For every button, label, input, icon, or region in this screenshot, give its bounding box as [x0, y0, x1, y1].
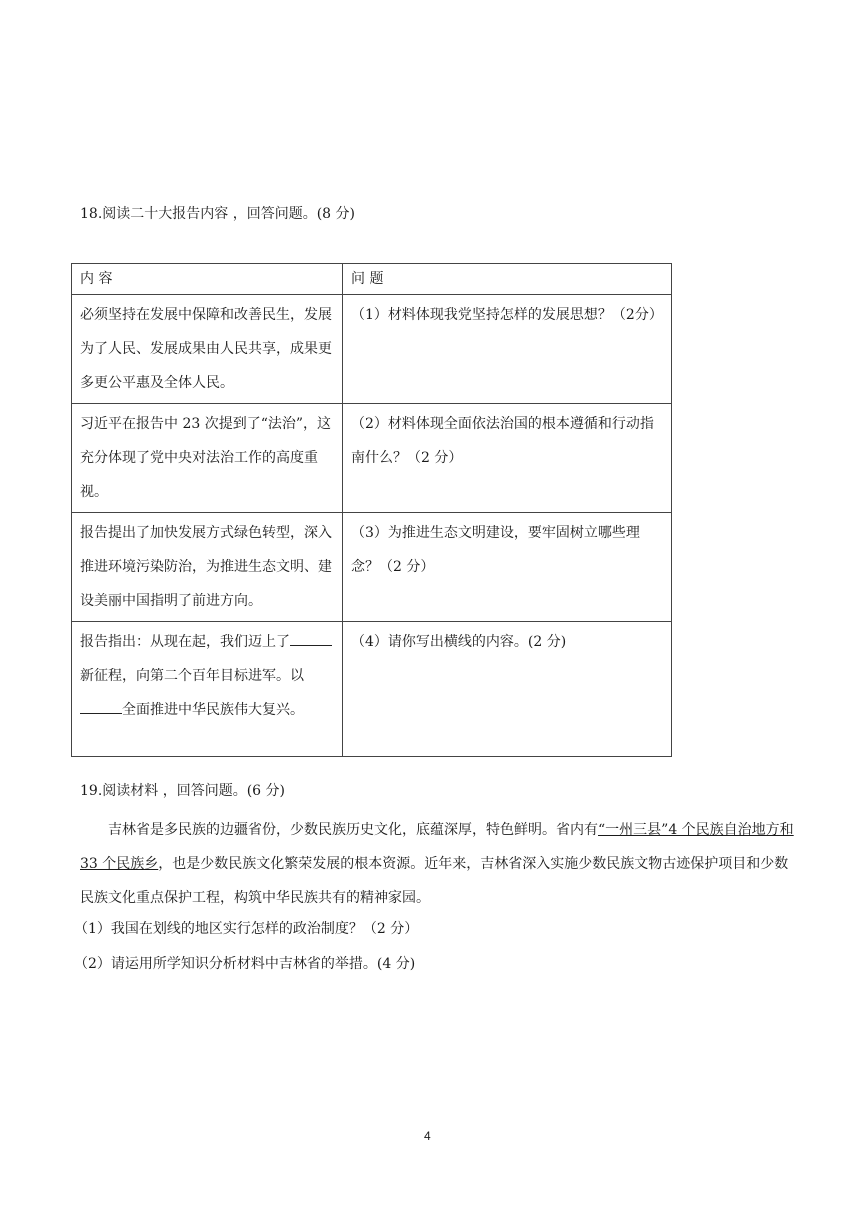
content-text-c: 全面推进中华民族伟大复兴。: [122, 702, 304, 718]
material-text: 吉林省是多民族的边疆省份，少数民族历史文化，底蕴深厚，特色鲜明。省内有: [108, 822, 598, 838]
row-content: 必须坚持在发展中保障和改善民生，发展为了人民、发展成果由人民共享，成果更多更公平惠及全体人民。: [72, 295, 343, 404]
row-question: （2）材料体现全面依法治国的根本遵循和行动指南什么？（2 分）: [343, 404, 672, 513]
content-text-b: 新征程，向第二个百年目标进军。以: [80, 668, 304, 684]
question-19-title: 19.阅读材料 ，回答问题。(6 分): [80, 783, 285, 799]
table-row: [72, 295, 672, 404]
table-header-row: [72, 264, 672, 295]
row-content: 习近平在报告中 23 次提到了“法治”，这充分体现了党中央对法治工作的高度重视。: [72, 404, 343, 513]
question-18-title: 18.阅读二十大报告内容 ，回答问题。(8 分): [80, 206, 355, 222]
question-19-sub-2: （2）请运用所学知识分析材料中吉林省的举措。(4 分): [74, 956, 416, 972]
content-text-a: 报告指出：从现在起，我们迈上了: [80, 634, 290, 650]
table-row: [72, 622, 672, 757]
underlined-text: “一州三县”4 个民族自治地方和 33 个民族乡: [80, 822, 794, 872]
fill-blank[interactable]: [80, 697, 122, 714]
page-number: 4: [424, 1129, 431, 1143]
header-question: 问 题: [343, 264, 672, 295]
row-question: （4）请你写出横线的内容。(2 分): [343, 622, 672, 757]
question-19-sub-1: （1）我国在划线的地区实行怎样的政治制度？（2 分）: [74, 921, 419, 937]
question-19-material: [80, 813, 800, 915]
header-content: 内 容: [72, 264, 343, 295]
fill-blank[interactable]: [290, 629, 332, 646]
table-row: [72, 513, 672, 622]
question-18-table: [71, 263, 672, 757]
row-content: 报告提出了加快发展方式绿色转型，深入推进环境污染防治，为推进生态文明、建设美丽中国指明了前进方向。: [72, 513, 343, 622]
row-question: （1）材料体现我党坚持怎样的发展思想？（2分）: [343, 295, 672, 404]
row-content-fill-blank: [72, 622, 343, 757]
row-question: （3）为推进生态文明建设，要牢固树立哪些理念？（2 分）: [343, 513, 672, 622]
material-text: ，也是少数民族文化繁荣发展的根本资源。近年来，吉林省深入实施少数民族文物古迹保护项目和少数民族文化重点保护工程，构筑中华民族共有的精神家园。: [80, 856, 789, 906]
table-row: [72, 404, 672, 513]
